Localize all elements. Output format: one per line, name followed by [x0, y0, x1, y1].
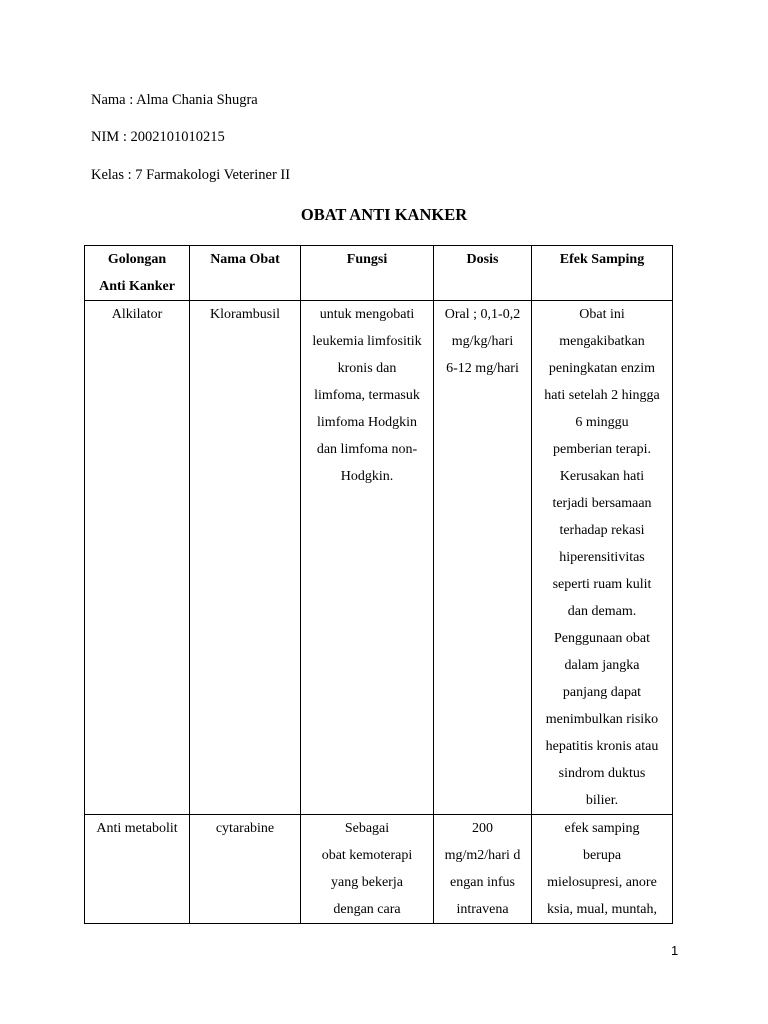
cell-text-line: limfoma Hodgkin — [317, 415, 417, 430]
cell-text-line: mg/kg/hari — [451, 334, 514, 349]
table-cell-nama-obat — [190, 815, 301, 924]
cell-text-line: 6 minggu — [575, 415, 629, 430]
cell-text-line: 200 — [472, 821, 493, 836]
table-row — [85, 815, 673, 924]
table-cell-efek — [532, 301, 673, 815]
cell-text-line: dan demam. — [567, 604, 637, 619]
cell-text-line: Oral ; 0,1-0,2 — [444, 307, 521, 322]
table-cell-dosis — [434, 301, 532, 815]
table-header-row — [85, 246, 673, 301]
cell-text-line: ksia, mual, muntah, — [546, 902, 658, 917]
cell-text-line: yang bekerja — [331, 875, 403, 890]
cell-text-line: 6-12 mg/hari — [446, 361, 519, 376]
table-cell-golongan — [85, 301, 190, 815]
cell-text-line: menimbulkan risiko — [545, 712, 659, 727]
cell-text-line: dalam jangka — [564, 658, 640, 673]
cell-text-line: Hodgkin. — [340, 469, 394, 484]
cell-text-line: hepatitis kronis atau — [545, 739, 659, 754]
cell-text-line: Obat ini — [579, 307, 625, 322]
drug-table — [84, 245, 673, 924]
cell-text-line: intravena — [456, 902, 509, 917]
cell-text-line: Sebagai — [344, 821, 390, 836]
document-title: OBAT ANTI KANKER — [300, 205, 468, 224]
header-nama-obat: Nama Obat — [190, 246, 301, 301]
header-golongan: Golongan Anti Kanker — [85, 246, 190, 301]
cell-text-line: panjang dapat — [562, 685, 642, 700]
cell-text-line: obat kemoterapi — [321, 848, 413, 863]
table-cell-golongan — [85, 815, 190, 924]
table-cell-nama-obat — [190, 301, 301, 815]
cell-text-line: dengan cara — [333, 902, 401, 917]
cell-text-line: hiperensitivitas — [559, 550, 645, 565]
cell-text-line: Kerusakan hati — [559, 469, 645, 484]
cell-text-line: untuk mengobati — [319, 307, 415, 322]
student-class: Kelas : 7 Farmakologi Veteriner II — [91, 167, 291, 183]
student-name: Nama : Alma Chania Shugra — [91, 92, 258, 108]
cell-text-line: leukemia limfositik — [312, 334, 422, 349]
cell-text-line: mengakibatkan — [559, 334, 645, 349]
table-cell-fungsi — [301, 301, 434, 815]
cell-text-line: Alkilator — [111, 307, 163, 322]
table-row — [85, 301, 673, 815]
student-nim: NIM : 2002101010215 — [91, 129, 225, 145]
cell-text-line: Anti metabolit — [96, 821, 178, 836]
cell-text-line: pemberian terapi. — [553, 442, 651, 457]
table-cell-dosis — [434, 815, 532, 924]
header-efek-samping: Efek Samping — [532, 246, 673, 301]
page-number: 1 — [671, 943, 679, 958]
cell-text-line: seperti ruam kulit — [552, 577, 652, 592]
cell-text-line: Penggunaan obat — [553, 631, 651, 646]
header-fungsi: Fungsi — [301, 246, 434, 301]
cell-text-line: mg/m2/hari d — [444, 848, 521, 863]
cell-text-line: terhadap rekasi — [559, 523, 645, 538]
cell-text-line: cytarabine — [215, 821, 275, 836]
cell-text-line: Klorambusil — [210, 307, 280, 322]
header-dosis: Dosis — [434, 246, 532, 301]
cell-text-line: hati setelah 2 hingga — [544, 388, 660, 403]
cell-text-line: dan limfoma non- — [316, 442, 418, 457]
cell-text-line: limfoma, termasuk — [314, 388, 420, 403]
cell-text-line: terjadi bersamaan — [552, 496, 652, 511]
cell-text-line: berupa — [582, 848, 622, 863]
table-cell-fungsi — [301, 815, 434, 924]
table-cell-efek — [532, 815, 673, 924]
cell-text-line: sindrom duktus — [558, 766, 646, 781]
cell-text-line: peningkatan enzim — [548, 361, 656, 376]
cell-text-line: engan infus — [450, 875, 515, 890]
cell-text-line: mielosupresi, anore — [547, 875, 657, 890]
cell-text-line: efek samping — [564, 821, 640, 836]
cell-text-line: kronis dan — [337, 361, 397, 376]
cell-text-line: bilier. — [585, 793, 619, 808]
